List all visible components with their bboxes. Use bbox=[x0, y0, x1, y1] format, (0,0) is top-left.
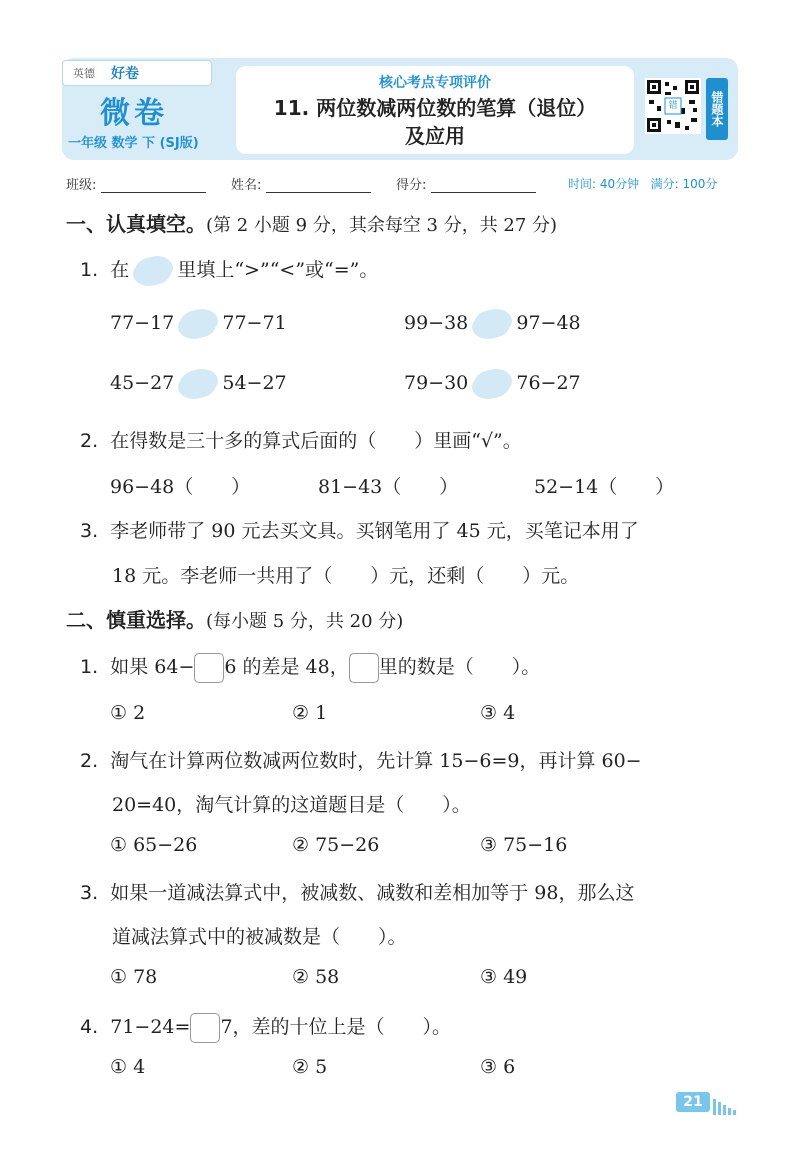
compare-cloud-input[interactable] bbox=[180, 310, 216, 338]
option-1[interactable]: ① 78 bbox=[110, 966, 158, 988]
section-1-header bbox=[66, 208, 557, 237]
compare-right: 76−27 bbox=[516, 372, 581, 394]
section-2-title: 二、慎重选择。 bbox=[66, 608, 206, 632]
cloud-blank-icon bbox=[135, 257, 171, 285]
brand-logo bbox=[62, 60, 212, 86]
question-number: 1. bbox=[80, 656, 99, 678]
section-2-header bbox=[66, 604, 403, 633]
class-label: 班级: bbox=[66, 178, 97, 193]
series-name: 微卷 bbox=[100, 96, 168, 131]
s2-q3-text-1: 如果一道减法算式中，被减数、减数和差相加等于 98，那么这 bbox=[110, 882, 635, 904]
s1-q2-item-3[interactable]: 52−14（ ） bbox=[534, 476, 675, 498]
name-field[interactable] bbox=[231, 174, 371, 193]
s1-q1-text-b: 里填上“>”“<”或“=”。 bbox=[177, 259, 379, 281]
compare-right: 54−27 bbox=[222, 372, 287, 394]
compare-right: 97−48 bbox=[516, 312, 581, 334]
option-2[interactable]: ② 58 bbox=[292, 966, 340, 988]
compare-left: 77−17 bbox=[110, 312, 175, 334]
option-1[interactable]: ① 4 bbox=[110, 1056, 146, 1078]
title-line-2: 及应用 bbox=[405, 124, 465, 148]
s1-q2-item-1[interactable]: 96−48（ ） bbox=[110, 476, 251, 498]
s1-q3-line-1 bbox=[80, 516, 639, 543]
option-2[interactable]: ② 5 bbox=[292, 1056, 328, 1078]
s2-q1-text-a: 如果 64− bbox=[110, 656, 195, 678]
s2-q1-stem bbox=[80, 652, 540, 683]
s2-q4-stem bbox=[80, 1012, 451, 1043]
question-number: 2. bbox=[80, 430, 99, 452]
question-number: 3. bbox=[80, 882, 99, 904]
option-3[interactable]: ③ 75−16 bbox=[480, 834, 568, 856]
s2-q1-text-c: 里的数是（ ）。 bbox=[378, 656, 541, 678]
s2-q3-line-1 bbox=[80, 878, 634, 905]
compare-item-3 bbox=[110, 370, 287, 398]
score-blank[interactable] bbox=[431, 178, 536, 193]
option-3[interactable]: ③ 49 bbox=[480, 966, 528, 988]
s2-q2-line-2: 20=40，淘气计算的这道题目是（ ）。 bbox=[112, 794, 471, 816]
compare-cloud-input[interactable] bbox=[180, 370, 216, 398]
class-field[interactable] bbox=[66, 174, 206, 193]
s2-q2-text-1: 淘气在计算两位数减两位数时，先计算 15−6=9，再计算 60− bbox=[110, 750, 642, 772]
qr-code[interactable] bbox=[645, 78, 701, 134]
compare-item-2 bbox=[404, 310, 581, 338]
section-2-note: (每小题 5 分，共 20 分) bbox=[206, 611, 404, 632]
question-number: 1. bbox=[80, 259, 99, 281]
s1-q2-item-2[interactable]: 81−43（ ） bbox=[318, 476, 459, 498]
question-number: 4. bbox=[80, 1016, 99, 1038]
s1-q3-line-2: 18 元。李老师一共用了（ ）元，还剩（ ）元。 bbox=[112, 565, 580, 587]
section-1-title: 一、认真填空。 bbox=[66, 212, 206, 236]
name-label: 姓名: bbox=[231, 178, 262, 193]
s2-q4-text-b: 7，差的十位上是（ ）。 bbox=[220, 1016, 452, 1038]
section-1-note: (第 2 小题 9 分，其余每空 3 分，共 27 分) bbox=[206, 215, 558, 236]
s1-q1-text-a: 在 bbox=[110, 259, 130, 281]
option-1[interactable]: ① 65−26 bbox=[110, 834, 198, 856]
option-3[interactable]: ③ 6 bbox=[480, 1056, 516, 1078]
subtitle: 核心考点专项评价 bbox=[379, 75, 491, 91]
compare-cloud-input[interactable] bbox=[474, 370, 510, 398]
s2-q1-text-b: 6 的差是 48， bbox=[224, 656, 349, 678]
answer-box[interactable] bbox=[349, 653, 379, 683]
page-title bbox=[236, 94, 634, 150]
s2-q4-text-a: 71−24= bbox=[110, 1016, 191, 1038]
title-line-1: 11. 两位数减两位数的笔算（退位） bbox=[273, 96, 597, 120]
class-blank[interactable] bbox=[101, 178, 206, 193]
score-label: 得分: bbox=[396, 178, 427, 193]
compare-left: 79−30 bbox=[404, 372, 469, 394]
s1-q3-text-1: 李老师带了 90 元去买文具。买钢笔用了 45 元，买笔记本用了 bbox=[110, 520, 639, 542]
page-number: 21 bbox=[676, 1092, 710, 1112]
compare-cloud-input[interactable] bbox=[474, 310, 510, 338]
compare-item-1 bbox=[110, 310, 287, 338]
s1-q1-stem bbox=[80, 255, 378, 285]
option-2[interactable]: ② 1 bbox=[292, 702, 328, 724]
option-3[interactable]: ③ 4 bbox=[480, 702, 516, 724]
time-info bbox=[568, 175, 717, 192]
question-number: 2. bbox=[80, 750, 99, 772]
s2-q2-line-1 bbox=[80, 746, 642, 773]
compare-left: 99−38 bbox=[404, 312, 469, 334]
s1-q2-stem bbox=[80, 426, 522, 453]
question-number: 3. bbox=[80, 520, 99, 542]
time-limit: 时间: 40分钟 bbox=[568, 177, 640, 191]
name-blank[interactable] bbox=[266, 178, 371, 193]
wrong-book-tag[interactable]: 错题本 bbox=[706, 78, 728, 140]
page-number-bars-icon bbox=[713, 1096, 738, 1115]
compare-item-4 bbox=[404, 370, 581, 398]
s2-q3-line-2: 道减法算式中的被减数是（ ）。 bbox=[112, 926, 407, 948]
option-2[interactable]: ② 75−26 bbox=[292, 834, 380, 856]
full-score: 满分: 100分 bbox=[650, 177, 718, 191]
answer-box[interactable] bbox=[194, 653, 224, 683]
series-logo: 好卷 bbox=[111, 66, 139, 82]
score-field[interactable] bbox=[396, 174, 536, 193]
option-1[interactable]: ① 2 bbox=[110, 702, 146, 724]
answer-box[interactable] bbox=[190, 1013, 220, 1043]
compare-left: 45−27 bbox=[110, 372, 175, 394]
compare-right: 77−71 bbox=[222, 312, 287, 334]
brand-name: 英德 bbox=[73, 67, 95, 80]
s1-q2-text: 在得数是三十多的算式后面的（ ）里画“√”。 bbox=[110, 430, 522, 452]
qr-label: 错 bbox=[668, 101, 678, 111]
grade-label: 一年级 数学 下 (SJ版) bbox=[68, 136, 199, 151]
